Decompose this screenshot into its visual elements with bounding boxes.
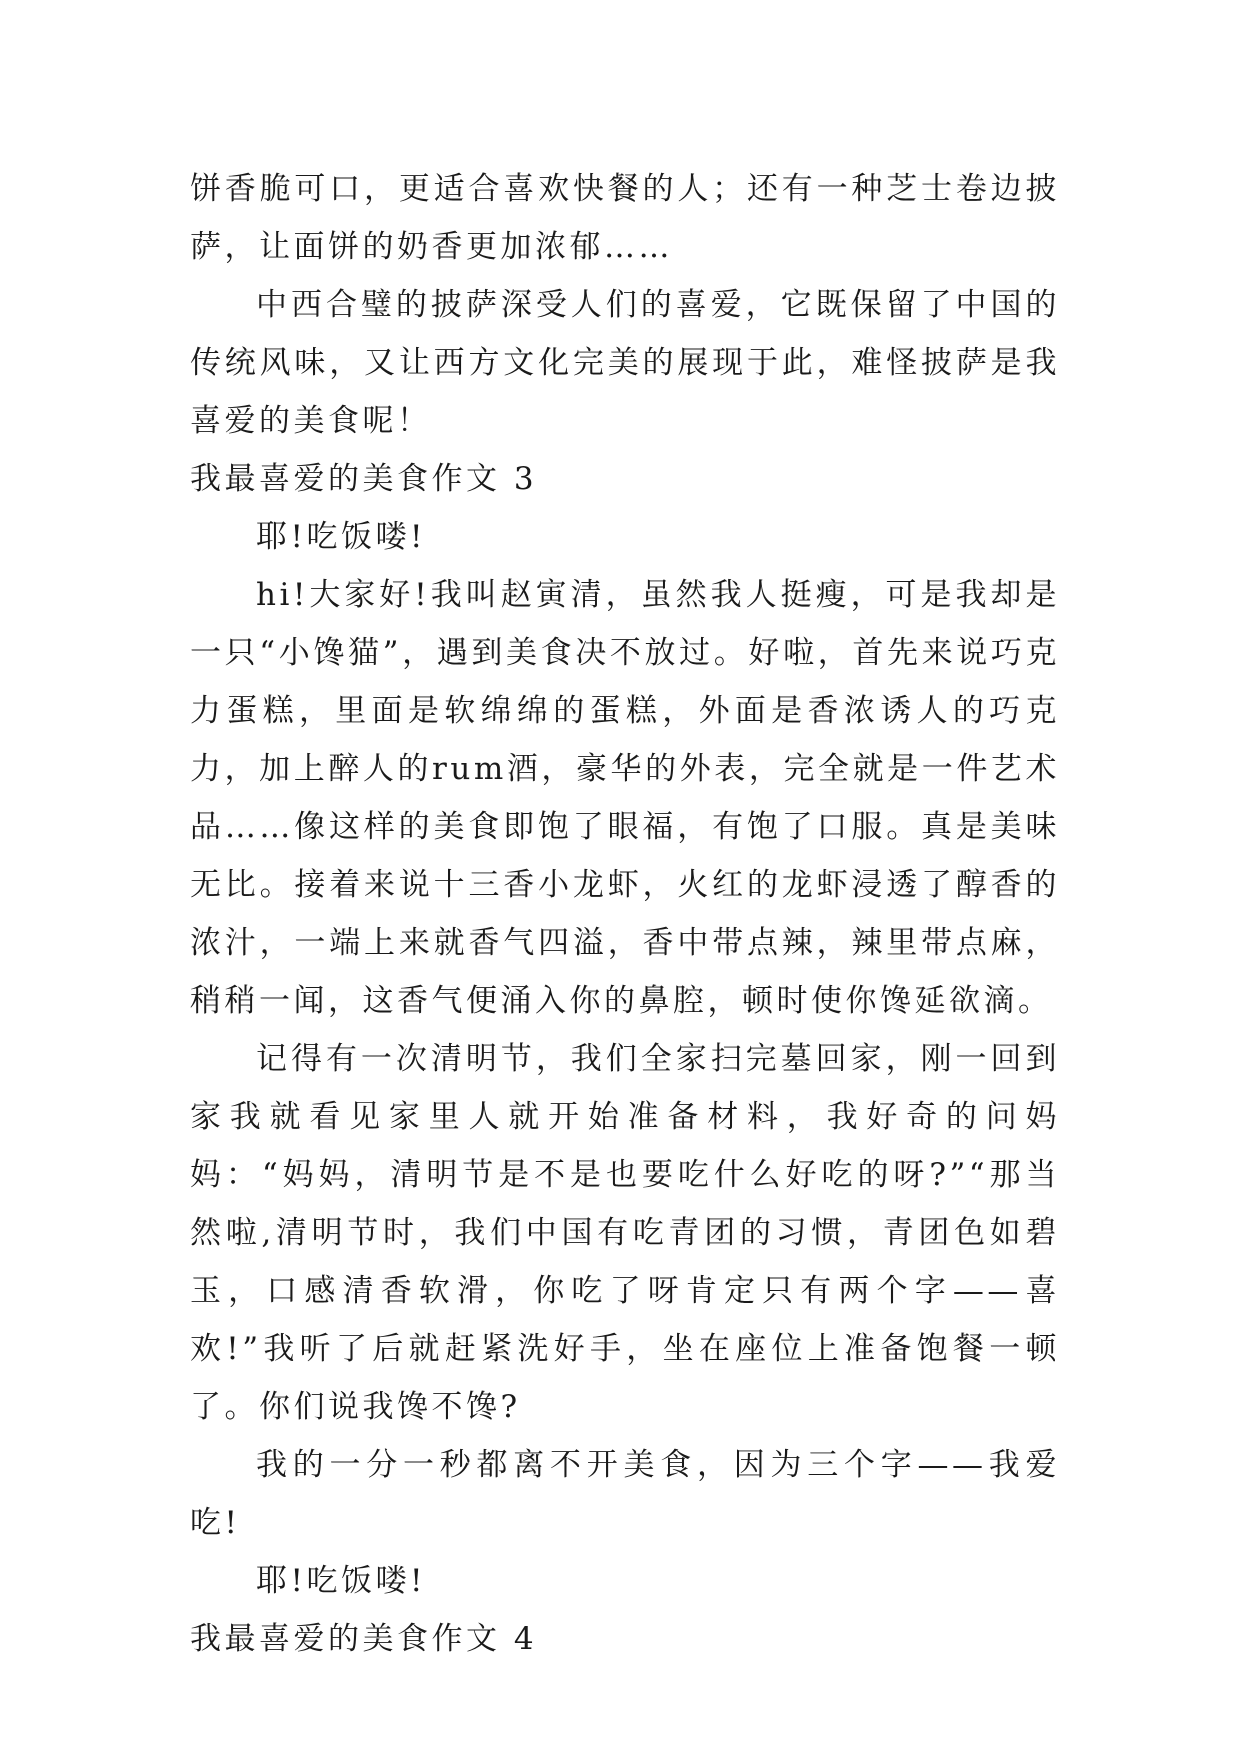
document-body: [190, 160, 1060, 1668]
paragraph-exclaim-1: 耶!吃饭喽!: [256, 519, 426, 555]
paragraph-love-food: 我的一分一秒都离不开美食，因为三个字——我爱吃!: [190, 1447, 1060, 1541]
paragraph-pizza-conclusion: 中西合璧的披萨深受人们的喜爱，它既保留了中国的传统风味，又让西方文化完美的展现于此，难怪披萨是我喜爱的美食呢！: [190, 287, 1060, 439]
paragraph-qingming: 记得有一次清明节，我们全家扫完墓回家，刚一回到家我就看见家里人就开始准备材料，我好奇的问妈妈：“妈妈，清明节是不是也要吃什么好吃的呀?”“那当然啦,清明节时，我们中国有吃青团的习惯，青团色如碧玉，口感清香软滑，你吃了呀肯定只有两个字——喜欢!”我听了后就赶紧洗好手，坐在座位上准备饱餐一顿了。你们说我馋不馋?: [190, 1041, 1060, 1425]
essay-heading-4: 我最喜爱的美食作文 4: [190, 1621, 538, 1657]
essay-heading-3: 我最喜爱的美食作文 3: [190, 461, 538, 497]
paragraph-pizza-crust: 饼香脆可口，更适合喜欢快餐的人；还有一种芝士卷边披萨，让面饼的奶香更加浓郁……: [190, 171, 1060, 265]
paragraph-intro-foods: hi!大家好!我叫赵寅清，虽然我人挺瘦，可是我却是一只“小馋猫”，遇到美食决不放过。好啦，首先来说巧克力蛋糕，里面是软绵绵的蛋糕，外面是香浓诱人的巧克力，加上醉人的rum酒，豪华的外表，完全就是一件艺术品……像这样的美食即饱了眼福，有饱了口服。真是美味无比。接着来说十三香小龙虾，火红的龙虾浸透了醇香的浓汁，一端上来就香气四溢，香中带点辣，辣里带点麻，稍稍一闻，这香气便涌入你的鼻腔，顿时使你馋延欲滴。: [190, 577, 1060, 1019]
paragraph-exclaim-2: 耶!吃饭喽!: [256, 1563, 426, 1599]
